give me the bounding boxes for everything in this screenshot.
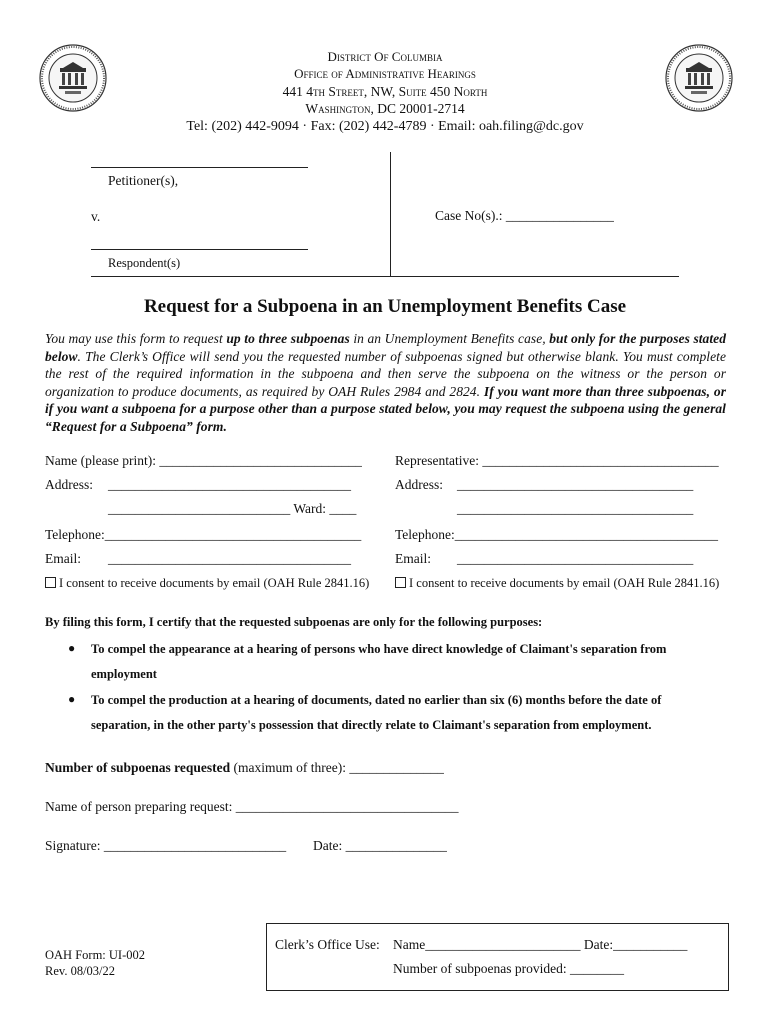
caption-bottom-line — [91, 276, 679, 277]
rep-email-consent-option[interactable]: I consent to receive documents by email (OAH Rule 2841.16) — [395, 576, 719, 591]
date-field[interactable]: Date: _______________ — [313, 838, 447, 853]
respondent-label: Respondent(s) — [108, 256, 181, 270]
subpoenas-provided-field[interactable]: Number of subpoenas provided: ________ — [393, 961, 624, 976]
rep-email-label: Email: — [395, 551, 431, 566]
purpose-1-line-2: employment — [91, 667, 157, 681]
rep-email-field[interactable]: ___________________________________ — [457, 551, 694, 566]
bullet-dot: ● — [68, 692, 76, 706]
representative-field[interactable]: Representative: ___________________________________ — [395, 453, 719, 468]
name-field[interactable]: Name (please print): ______________________________ — [45, 453, 362, 468]
certify-heading: By filing this form, I certify that the requested subpoenas are only for the following purposes: — [45, 615, 543, 629]
bullet-dot: ● — [68, 641, 76, 655]
agency-jurisdiction: District Of Columbia — [327, 49, 443, 64]
clerk-office-box — [266, 923, 729, 991]
number-requested-field[interactable]: Number of subpoenas requested (maximum of three): ______________ — [45, 760, 444, 775]
address-ward-field[interactable]: ___________________________ Ward: ____ — [108, 501, 357, 516]
rep-email-consent-checkbox[interactable] — [395, 577, 406, 588]
petitioner-label: Petitioner(s), — [108, 173, 179, 188]
email-field[interactable]: ____________________________________ — [108, 551, 351, 566]
email-consent-checkbox[interactable] — [45, 577, 56, 588]
form-number: OAH Form: UI-002 — [45, 948, 145, 962]
address-field[interactable]: ____________________________________ — [108, 477, 351, 492]
email-label: Email: — [45, 551, 81, 566]
rep-telephone-field[interactable]: Telephone:_______________________________________ — [395, 527, 719, 542]
agency-street: 441 4th Street, NW, Suite 450 North — [282, 84, 488, 99]
form-revision: Rev. 08/03/22 — [45, 964, 116, 978]
agency-name: Office of Administrative Hearings — [294, 66, 476, 81]
petitioner-line — [91, 167, 308, 168]
preparer-name-field[interactable]: Name of person preparing request: _________________________________ — [45, 799, 459, 814]
purpose-1-line-1: To compel the appearance at a hearing of persons who have direct knowledge of Claimant's separation from — [91, 642, 667, 656]
form-title: Request for a Subpoena in an Unemployment Benefits Case — [143, 296, 627, 317]
caption-divider — [390, 152, 391, 276]
email-consent-option[interactable]: I consent to receive documents by email (OAH Rule 2841.16) — [45, 576, 369, 591]
agency-contact: Tel: (202) 442-9094 · Fax: (202) 442-4789 · Email: oah.filing@dc.gov — [186, 119, 584, 134]
rep-address-field[interactable]: ___________________________________ — [457, 477, 694, 492]
signature-field[interactable]: Signature: ___________________________ — [45, 838, 287, 853]
intro-paragraph: You may use this form to request up to three subpoenas in an Unemployment Benefits case, but only for the purposes stated below. The Clerk’s Office will send you the requested number of subpoenas signed but otherwise blank. You must complete the rest of the required information in the subpoena and then serve the subpoena on the witness or the person or organization to produce documents, as required by OAH Rules 2984 and 2824. If you want more than three subpoenas, or if you want a subpoena for a purpose other than a purpose stated below, you may request the subpoena using the general “Request for a Subpoena” form. — [45, 331, 727, 434]
versus-label: v. — [91, 209, 101, 224]
clerk-label: Clerk’s Office Use: — [275, 937, 380, 952]
case-number-field[interactable]: Case No(s).: ________________ — [435, 208, 614, 223]
rep-address-field-2[interactable]: ___________________________________ — [457, 501, 694, 516]
purpose-2-line-1: To compel the production at a hearing of documents, dated no earlier than six (6) months before the date of — [91, 693, 662, 707]
purpose-2-line-2: separation, in the other party's possession that directly relate to Claimant's separation from employment. — [91, 718, 652, 732]
rep-address-label: Address: — [395, 477, 443, 492]
agency-city: Washington, DC 20001-2714 — [305, 101, 465, 116]
address-label: Address: — [45, 477, 93, 492]
respondent-line — [91, 249, 308, 250]
telephone-field[interactable]: Telephone:______________________________________ — [45, 527, 362, 542]
clerk-name-date-field[interactable]: Name_______________________ Date:___________ — [393, 937, 688, 952]
